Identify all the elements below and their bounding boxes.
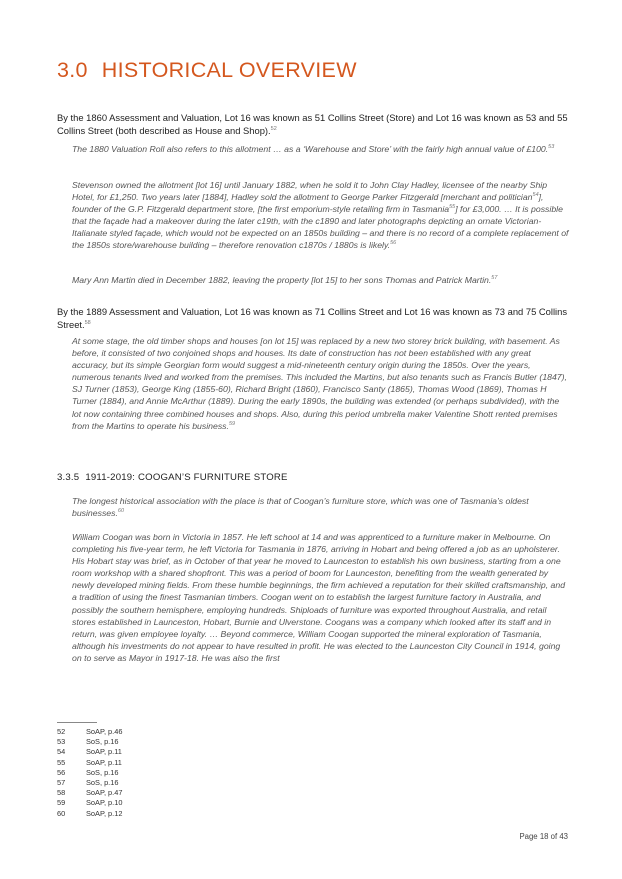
quote-coogans-store <box>72 495 569 519</box>
footnote-ref: 56 <box>390 240 397 247</box>
footnote-number: 58 <box>57 788 66 798</box>
footnote-ref: 59 <box>228 420 236 427</box>
footnote-divider <box>57 722 97 723</box>
paragraph-1889-assessment <box>57 305 569 331</box>
footnote-number: 56 <box>57 767 66 777</box>
quote-text: At some stage, the old timber shops and houses [on lot 15] was replaced by a new two storey brick building, with basement. As before, it consisted of two conjoined shops and houses. Its date of construction has not been established with any great accuracy, but its simple Georgian form would suggest a mid-nineteenth century origin during the 1850s. Over the years, numerous tenants lived and worked from the premises. This included the Martins, but also tenants such as Francis Butler (1847), SJ Turner (1853), George King (1855-60), Richard Bright (1860), Francisco Santy (1865), Thomas Wood (1869), Thomas H Turner (1884), and Annie McArthur (1889). During the early 1890s, the building was extended (or perhaps subdivided), with the lot now containing three combined houses and shops. Also, during this period umbrella maker Valentine Shott rented premises from the Martins to operate his business. <box>72 336 567 431</box>
quote-text: William Coogan was born in Victoria in 1857. He left school at 14 and was apprenticed to a furniture maker in Melbourne. On completing his five-year term, he left Victoria for Tasmania in 1876, arriving in Hobart and being offered a job as an upholsterer. His Hobart stay was brief, as in October of that year he moved to Launceston to establish his own business, starting from a one room workshop with a shared shopfront. This was a period of boom for Launceston, benefiting from the wealth generated by newly developed mining fields. From these humble beginnings, the firm achieved a reputation for their skilled craftsmanship, and a tradition of using the finest Tasmanian timbers. Coogan went on to establish the largest furniture factory in Australia, and possibly the southern hemisphere, employing hundreds. Shiploads of furniture was exported throughout Australia, and retail stores established in Launceston, Hobart, Burnie and Ulverstone. Coogans was a company which looked after its staff and in return, was given employee loyalty. … Beyond commerce, William Coogan supported the mineral exploration of Tasmania, although his investments do not appear to have resulted in profit. He was elected to the Launceston City Council in 1914, going on to serve as Mayor in 1917-18. He was also the first <box>72 532 566 663</box>
footnote-text: SoAP, p.11 <box>86 747 122 757</box>
footnote-text: SoS, p.16 <box>86 767 119 777</box>
footnote-text: SoAP, p.10 <box>86 798 123 808</box>
quote-1880-valuation <box>72 143 569 155</box>
footnote-ref: 52 <box>270 125 277 132</box>
footnote-ref: 54 <box>532 192 539 199</box>
quote-text: The 1880 Valuation Roll also refers to this allotment … as a ‘Warehouse and Store’ with the fairly high annual value of £100. <box>72 144 549 154</box>
quote-text: The longest historical association with the place is that of Coogan’s furniture store, which was one of Tasmania’s oldest businesses. <box>72 496 529 519</box>
footnote-ref: 58 <box>84 319 91 326</box>
subsection-number: 3.3.5 <box>57 472 80 483</box>
footnote-text: SoAP, p.46 <box>86 727 123 736</box>
quote-text: Mary Ann Martin died in December 1882, leaving the property [lot 15] to her sons Thomas and Patrick Martin. <box>72 275 492 285</box>
paragraph-text: By the 1889 Assessment and Valuation, Lot 16 was known as 71 Collins Street and Lot 16 was known as 73 and 75 Collins Street. <box>57 306 568 330</box>
footnote-item <box>57 768 122 778</box>
quote-text: ] for £3,000. … It is possible that the façade had a makeover during the later c19th, with the c1890 and later photographs depicting an ornate Victorian-Italianate styled façade, which would not be expected on an 1850s building – and there is no record of a complete replacement of the 1850s store/warehouse building – therefore renovation c1870s / 1880s is likely. <box>72 204 569 251</box>
quote-stevenson-hadley <box>72 179 569 252</box>
footnote-number: 57 <box>57 778 66 788</box>
footnote-number: 53 <box>57 737 66 747</box>
footnote-text: SoAP, p.47 <box>86 788 123 798</box>
footnote-text: SoS, p.16 <box>86 737 119 747</box>
footnote-item <box>57 778 122 788</box>
subsection-title: 1911-2019: COOGAN’S FURNITURE STORE <box>85 472 288 483</box>
footnote-ref: 60 <box>117 508 125 515</box>
footnote-number: 54 <box>57 747 66 757</box>
footnote-item <box>57 758 122 768</box>
quote-text: ], founder of the G.P. Fitzgerald department store, [the first emporium-style retailing firm in Tasmania <box>72 192 544 215</box>
section-title: HISTORICAL OVERVIEW <box>101 58 357 82</box>
footnotes-list <box>57 727 122 819</box>
paragraph-1860-assessment <box>57 111 569 137</box>
subsection-heading <box>57 472 288 483</box>
footnote-number: 52 <box>57 727 66 736</box>
footnote-ref: 57 <box>491 275 498 282</box>
quote-mary-ann-martin <box>72 274 569 286</box>
footnote-ref: 53 <box>548 144 555 151</box>
paragraph-text: By the 1860 Assessment and Valuation, Lot 16 was known as 51 Collins Street (Store) and Lot 16 was known as 53 and 55 Collins Street (both described as House and Shop). <box>57 112 568 136</box>
footnote-text: SoS, p.16 <box>86 778 119 788</box>
footnote-number: 60 <box>57 808 66 818</box>
footnote-ref: 55 <box>449 204 456 211</box>
footnote-number: 55 <box>57 757 66 767</box>
footnote-item <box>57 788 122 798</box>
page-number: Page 18 of 43 <box>519 832 568 841</box>
footnote-item <box>57 809 122 819</box>
footnote-item <box>57 737 122 747</box>
footnote-item <box>57 798 122 808</box>
quote-timber-shops <box>72 335 569 432</box>
footnote-item <box>57 727 122 737</box>
footnote-item <box>57 747 122 757</box>
footnote-text: SoAP, p.11 <box>86 757 122 767</box>
section-number: 3.0 <box>57 58 88 82</box>
quote-william-coogan <box>72 531 569 664</box>
footnote-number: 59 <box>57 798 66 808</box>
quote-text: Stevenson owned the allotment [lot 16] until January 1882, when he sold it to John Clay Hadley, licensee of the nearby Ship Hotel, for £1,250. Two years later [1884], Hadley sold the allotment to George Parker Fitzgerald [merchant and politician <box>72 180 548 203</box>
section-heading <box>57 58 357 83</box>
footnote-text: SoAP, p.12 <box>86 808 123 818</box>
